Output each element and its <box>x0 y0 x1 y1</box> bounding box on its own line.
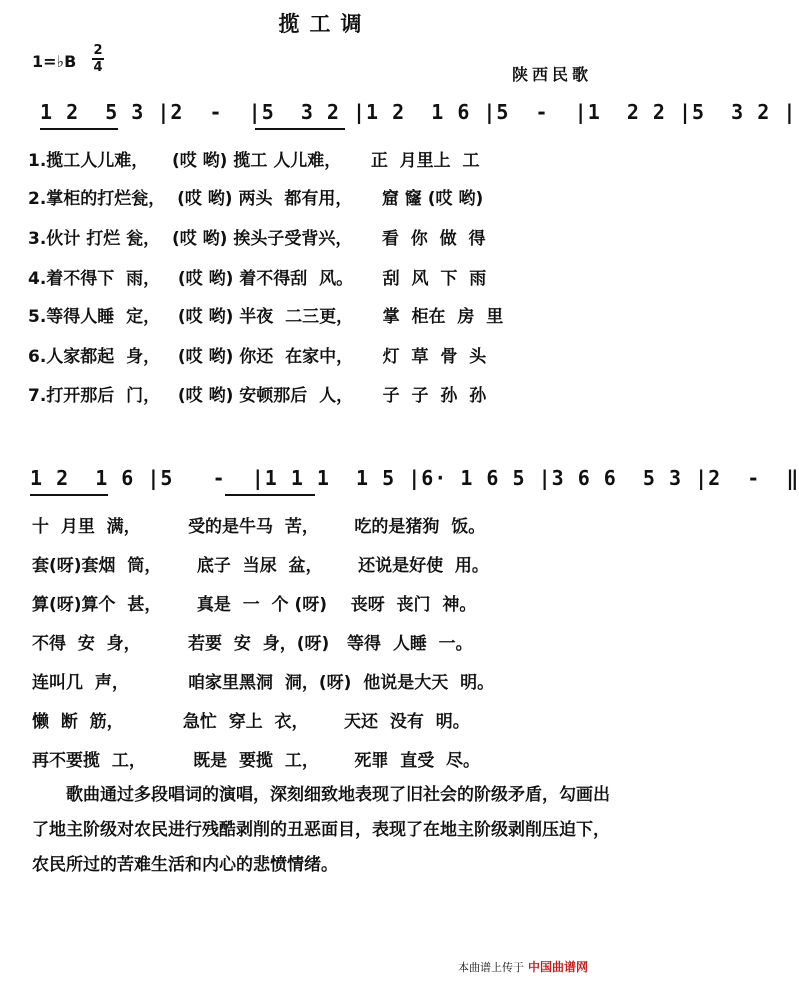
lyric-row-2-4: 不得 安 身， 若要 安 身，(呀) 等得 人睡 一。 <box>32 634 473 654</box>
notation-line-1: 1 2 5 3 |2 - |5 3 2 |1 2 1 6 |5 - |1 2 2 |5 3 2 | <box>40 100 797 124</box>
lyric-row-2-7: 再不要揽 工， 既是 要揽 工， 死罪 直受 尽。 <box>32 751 481 771</box>
site-logo[interactable]: 中国曲谱网 <box>528 960 589 974</box>
lyric-row-1-1: 1.揽工人儿难， (哎 哟) 揽工 人儿难， 正 月里上 工 <box>28 151 480 171</box>
lyric-row-1-5: 5.等得人睡 定， (哎 哟) 半夜 二三更， 掌 柜在 房 里 <box>28 307 504 327</box>
song-origin: 陕西民歌 <box>512 65 593 84</box>
beam-underline <box>30 494 108 496</box>
lyric-row-2-5: 连叫几 声， 咱家里黑洞 洞，(呀) 他说是大天 明。 <box>32 673 495 693</box>
notation-line-2: 1 2 1 6 |5 - |1 1 1 1 5 |6· 1 6 5 |3 6 6 5 3 |2 - ‖ <box>30 466 799 490</box>
lyric-row-1-4: 4.着不得下 雨， (哎 哟) 着不得刮 风。 刮 风 下 雨 <box>28 269 487 289</box>
lyric-row-2-1: 十 月里 满， 受的是牛马 苦， 吃的是猪狗 饭。 <box>32 517 486 537</box>
beam-underline <box>255 128 345 130</box>
lyric-row-2-2: 套(呀)套烟 筒， 底子 当尿 盆， 还说是好使 用。 <box>32 556 489 576</box>
lyric-row-1-3: 3.伙计 打烂 瓮， (哎 哟) 挨头子受背兴， 看 你 做 得 <box>28 229 486 249</box>
time-numerator: 2 <box>93 43 103 58</box>
beam-underline <box>225 494 315 496</box>
beam-underline <box>40 128 118 130</box>
song-title: 揽工调 <box>278 12 372 36</box>
lyric-row-2-3: 算(呀)算个 甚， 真是 一 个 (呀) 丧呀 丧门 神。 <box>32 595 477 615</box>
time-signature <box>92 44 104 74</box>
lyric-row-2-6: 懒 断 筋， 急忙 穿上 衣， 天还 没有 明。 <box>32 712 470 732</box>
lyric-row-1-7: 7.打开那后 门， (哎 哟) 安顿那后 人， 子 子 孙 孙 <box>28 386 487 406</box>
key-signature: 1=♭B <box>32 52 77 71</box>
footer-credit <box>458 958 588 975</box>
lyric-row-1-2: 2.掌柜的打烂瓮， (哎 哟) 两头 都有用， 窟 窿 (哎 哟) <box>28 189 484 209</box>
lyric-row-1-6: 6.人家都起 身， (哎 哟) 你还 在家中， 灯 草 骨 头 <box>28 347 487 367</box>
description-paragraph: 歌曲通过多段唱词的演唱，深刻细致地表现了旧社会的阶级矛盾，勾画出了地主阶级对农民进行残酷剥削的丑恶面目，表现了在地主阶级剥削压迫下，农民所过的苦难生活和内心的悲愤情绪。 <box>32 785 610 875</box>
footer-text: 本曲谱上传于 <box>458 961 524 974</box>
time-denominator: 4 <box>93 60 103 75</box>
